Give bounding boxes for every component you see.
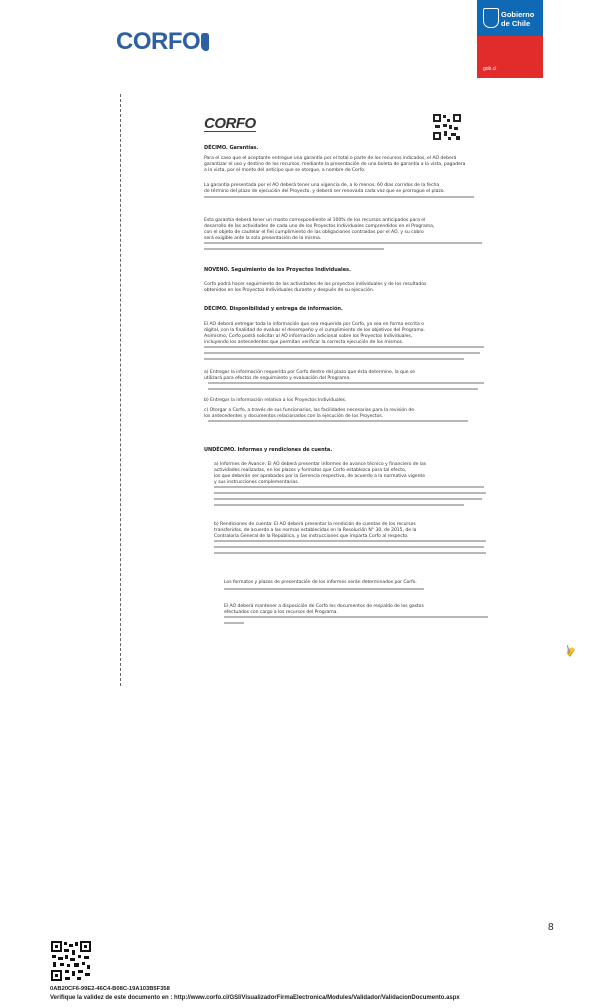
- paragraph-line: será exigible ante la sola presentación de la misma.: [204, 236, 322, 241]
- section-heading: DÉCIMO. Disponibilidad y entrega de información.: [204, 306, 343, 312]
- paragraph-line: Para el caso que el aceptante entregue una garantía por el total o parte de los recursos indicados, el AO deberá: [204, 156, 457, 161]
- scanned-corfo-logo: CORFO: [204, 115, 256, 132]
- gov-url: gob.cl: [483, 66, 497, 72]
- list-item: actividades realizadas, en los plazos y formatos que Corfo establezca para tal efecto,: [214, 468, 407, 473]
- paragraph-line: Asimismo, Corfo podrá solicitar al AO información adicional sobre los Proyectos Individuales,: [204, 334, 413, 339]
- list-item: utilizará para efectos de seguimiento y evaluación del Programa.: [204, 376, 351, 381]
- list-item: a) Informes de Avance: El AO deberá presentar informes de avance técnico y financiero de las: [214, 462, 427, 467]
- handwritten-initials: ✍: [562, 643, 577, 659]
- section-heading: UNDÉCIMO. Informes y rendiciones de cuenta.: [204, 447, 333, 453]
- paragraph-line: efectuados con cargo a los recursos del Programa.: [224, 610, 338, 615]
- list-item: b) Entregar la información relativa a los Proyectos Individuales.: [204, 398, 347, 403]
- paragraph-line: desarrollo de las actividades de cada uno de los Proyectos Individuales comprendidos en el Programa,: [204, 224, 435, 229]
- list-item: b) Rendiciones de cuenta: El AO deberá presentar la rendición de cuentas de los recursos: [214, 522, 416, 527]
- list-item: Contraloría General de la República, y las instrucciones que imparta Corfo al respecto.: [214, 534, 409, 539]
- paragraph-line: Esta garantía deberá tener un monto correspondiente al 100% de los recursos anticipados para el: [204, 218, 426, 223]
- page-number: 8: [548, 922, 554, 933]
- paragraph-line: digital, con la finalidad de evaluar el desempeño y el cumplimiento de los objetivos del Programa.: [204, 328, 425, 333]
- paragraph-line: Los formatos y plazos de presentación de los informes serán determinados por Corfo.: [224, 580, 417, 585]
- paragraph-line: garantizar el uso y destino de los recursos, mediante la presentación de una boleta de garantía a la vista, pagadera: [204, 162, 466, 167]
- list-item: c) Otorgar a Corfo, a través de sus funcionarios, las facilidades necesarias para la revisión de: [204, 408, 415, 413]
- paragraph-line: El AO deberá entregar toda la información que sea requerida por Corfo, ya sea en forma escrita o: [204, 322, 424, 327]
- section-heading: DÉCIMO. Garantías.: [204, 145, 259, 151]
- paragraph-line: El AO deberá mantener a disposición de Corfo los documentos de respaldo de los gastos: [224, 604, 424, 609]
- paragraph-line: de término del plazo de ejecución del Proyecto, y deberá ser renovada cada vez que se prorrogue el plazo.: [204, 189, 445, 194]
- verification-link[interactable]: Verifique la validez de este documento en : http://www.corfo.cl/GSI/VisualizadorFirmaElectronica/Modules/Validador/ValidacionDocumento.aspx: [50, 995, 460, 1001]
- paragraph-line: Corfo podrá hacer seguimiento de las actividades de los proyectos individuales y de los resultados: [204, 282, 427, 287]
- document-code: 0AB20CF6-99E2-46C4-B08C-19A103B5F358: [50, 986, 170, 992]
- gov-name: Gobierno de Chile: [501, 10, 535, 28]
- list-item: los antecedentes y documentos relacionados con la ejecución de los Proyectos.: [204, 414, 384, 419]
- corfo-logo: [116, 28, 209, 56]
- corfo-figure-icon: [201, 33, 209, 51]
- corfo-logo-text: CORFO: [116, 28, 201, 55]
- paragraph-line: incluyendo los antecedentes que permitan verificar la correcta ejecución de los mismos.: [204, 340, 404, 345]
- scanned-text-texture: [204, 196, 488, 636]
- list-item: transferidos, de acuerdo a las normas establecidas en la Resolución N° 30, de 2015, de la: [214, 528, 417, 533]
- margin-dashed-line: [120, 94, 121, 686]
- paragraph-line: a la vista, por el monto del anticipo que se otorgue, a nombre de Corfo.: [204, 168, 366, 173]
- scanned-qr-code-icon: [432, 113, 462, 141]
- section-heading: NOVENO. Seguimiento de los Proyectos Individuales.: [204, 267, 351, 273]
- paragraph-line: La garantía presentada por el AO deberá tener una vigencia de, a lo menos, 60 días corridos de la fecha: [204, 183, 440, 188]
- verification-qr-code-icon[interactable]: [50, 940, 92, 982]
- gobierno-de-chile-logo: [477, 0, 543, 78]
- list-item: los que deberán ser aprobados por la Gerencia respectiva, de acuerdo a la normativa vigente: [214, 474, 425, 479]
- coat-of-arms-icon: [483, 8, 499, 28]
- paragraph-line: con el objeto de cautelar el fiel cumplimiento de las obligaciones contraídas por el AO, y su cobro: [204, 230, 424, 235]
- list-item: a) Entregar la información requerida por Corfo dentro del plazo que ésta determine, la que se: [204, 370, 416, 375]
- list-item: y sus instrucciones complementarias.: [214, 480, 299, 485]
- paragraph-line: obtenidos en los Proyectos Individuales durante y después de su ejecución.: [204, 288, 375, 293]
